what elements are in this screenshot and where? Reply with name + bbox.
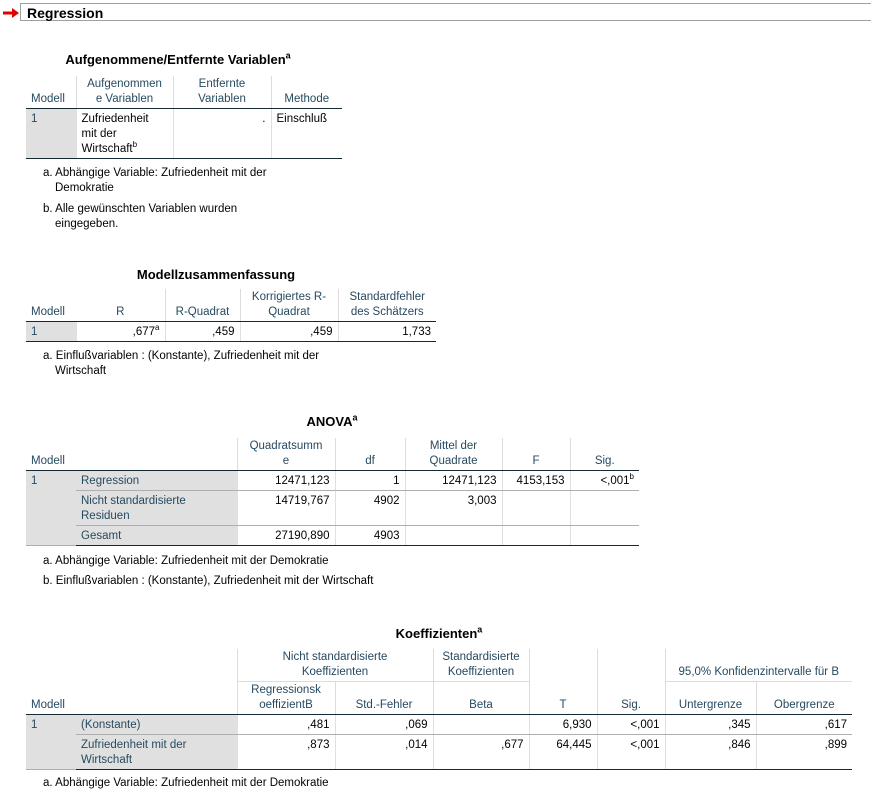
cell-sig: <,001$^b$ (570, 471, 639, 491)
variables-note-a: a. Abhängige Variable: Zufriedenheit mit der Demokratie (43, 167, 267, 194)
col-adj-r-quadrat: Korrigiertes R- Quadrat (240, 289, 338, 322)
col-source (76, 438, 237, 471)
variables-note-b: b. Alle gewünschten Variablen wurden eingegeben. (43, 203, 238, 230)
cell-sig: <,001 (597, 735, 665, 770)
cell-beta (433, 715, 529, 735)
cell-df: 4903 (335, 526, 405, 546)
cell-t: 6,930 (529, 715, 597, 735)
heading-title: Regression (27, 5, 104, 21)
row-label-constant: (Konstante) (76, 715, 237, 735)
row-model: 1 (26, 471, 76, 546)
cell-lower: ,846 (665, 735, 756, 770)
anova-note-a: a. Abhängige Variable: Zufriedenheit mit der Demokratie (43, 555, 329, 567)
col-added: Aufgenommen e Variablen (76, 76, 173, 109)
cell-t: 64,445 (529, 735, 597, 770)
cell-ss: 14719,767 (237, 491, 335, 526)
col-sig: Sig. (597, 682, 665, 715)
cell-ss: 27190,890 (237, 526, 335, 546)
col-std-error: Standardfehler des Schätzers (338, 289, 436, 322)
cell-std-error: 1,733 (338, 322, 436, 342)
anova-table (26, 438, 639, 546)
cell-ms (405, 526, 502, 546)
cell-ms: 12471,123 (405, 471, 502, 491)
coefficients-title: Koeffizienten$^a$ (395, 624, 483, 641)
red-arrow-icon (3, 8, 19, 18)
group-confidence-interval: 95,0% Konfidenzintervalle für B (665, 649, 852, 682)
group-unstandardized: Nicht standardisierte Koeffizienten (237, 649, 433, 682)
col-removed: Entfernte Variablen (173, 76, 271, 109)
col-modell: Modell (26, 438, 76, 471)
cell-std-error: ,014 (335, 735, 433, 770)
cell-upper: ,617 (756, 715, 852, 735)
cell-f (502, 526, 570, 546)
cell-r-quadrat: ,459 (165, 322, 240, 342)
coefficients-note-a: a. Abhängige Variable: Zufriedenheit mit der Demokratie (43, 777, 329, 789)
heading-box[interactable] (20, 3, 871, 21)
cell-df: 1 (335, 471, 405, 491)
cell-b: ,873 (237, 735, 335, 770)
cell-f (502, 491, 570, 526)
col-lower: Untergrenze (665, 682, 756, 715)
anova-title: ANOVA$^a$ (306, 412, 358, 429)
row-label-predictor: Zufriedenheit mit der Wirtschaft (76, 735, 237, 770)
cell-beta: ,677 (433, 735, 529, 770)
model-summary-note-a: a. Einflußvariablen : (Konstante), Zufriedenheit mit der Wirtschaft (43, 350, 320, 377)
row-label-residual: Nicht standardisierte Residuen (76, 491, 237, 526)
col-t: T (529, 682, 597, 715)
col-mean-square: Mittel der Quadrate (405, 438, 502, 471)
col-modell: Modell (26, 76, 76, 109)
cell-std-error: ,069 (335, 715, 433, 735)
cell-df: 4902 (335, 491, 405, 526)
col-sum-squares: Quadratsumm e (237, 438, 335, 471)
col-beta: Beta (433, 682, 529, 715)
col-b: Regressionsk oeffizientB (237, 682, 335, 715)
variables-table (26, 76, 342, 159)
cell-added: Zufriedenheit mit der Wirtschaft$^b$ (76, 109, 173, 159)
cell-method: Einschluß (271, 109, 342, 159)
row-model: 1 (26, 322, 76, 342)
anova-note-b: b. Einflußvariablen : (Konstante), Zufriedenheit mit der Wirtschaft (43, 575, 374, 587)
row-label-total: Gesamt (76, 526, 237, 546)
model-summary-title: Modellzusammenfassung (136, 267, 296, 282)
group-standardized: Standardisierte Koeffizienten (433, 649, 529, 682)
col-r-quadrat: R-Quadrat (165, 289, 240, 322)
cell-r: ,677$^a$ (76, 322, 165, 342)
cell-ss: 12471,123 (237, 471, 335, 491)
output-heading (0, 2, 871, 24)
model-summary-table (26, 289, 436, 342)
cell-lower: ,345 (665, 715, 756, 735)
col-std-error: Std.-Fehler (335, 682, 433, 715)
col-modell: Modell (26, 682, 76, 715)
cell-f: 4153,153 (502, 471, 570, 491)
row-model: 1 (26, 109, 76, 159)
cell-ms: 3,003 (405, 491, 502, 526)
col-r: R (76, 289, 165, 322)
cell-sig: <,001 (597, 715, 665, 735)
cell-adj-r-quadrat: ,459 (240, 322, 338, 342)
variables-table-title: Aufgenommene/Entfernte Variablen$^a$ (65, 50, 291, 67)
cell-sig (570, 491, 639, 526)
col-upper: Obergrenze (756, 682, 852, 715)
cell-b: ,481 (237, 715, 335, 735)
row-model: 1 (26, 715, 76, 770)
col-modell: Modell (26, 289, 76, 322)
row-label-regression: Regression (76, 471, 237, 491)
col-term (76, 682, 237, 715)
col-method: Methode (271, 76, 342, 109)
coefficients-table (26, 649, 852, 770)
col-sig: Sig. (570, 438, 639, 471)
cell-sig (570, 526, 639, 546)
col-df: df (335, 438, 405, 471)
cell-removed: . (173, 109, 271, 159)
col-f: F (502, 438, 570, 471)
cell-upper: ,899 (756, 735, 852, 770)
